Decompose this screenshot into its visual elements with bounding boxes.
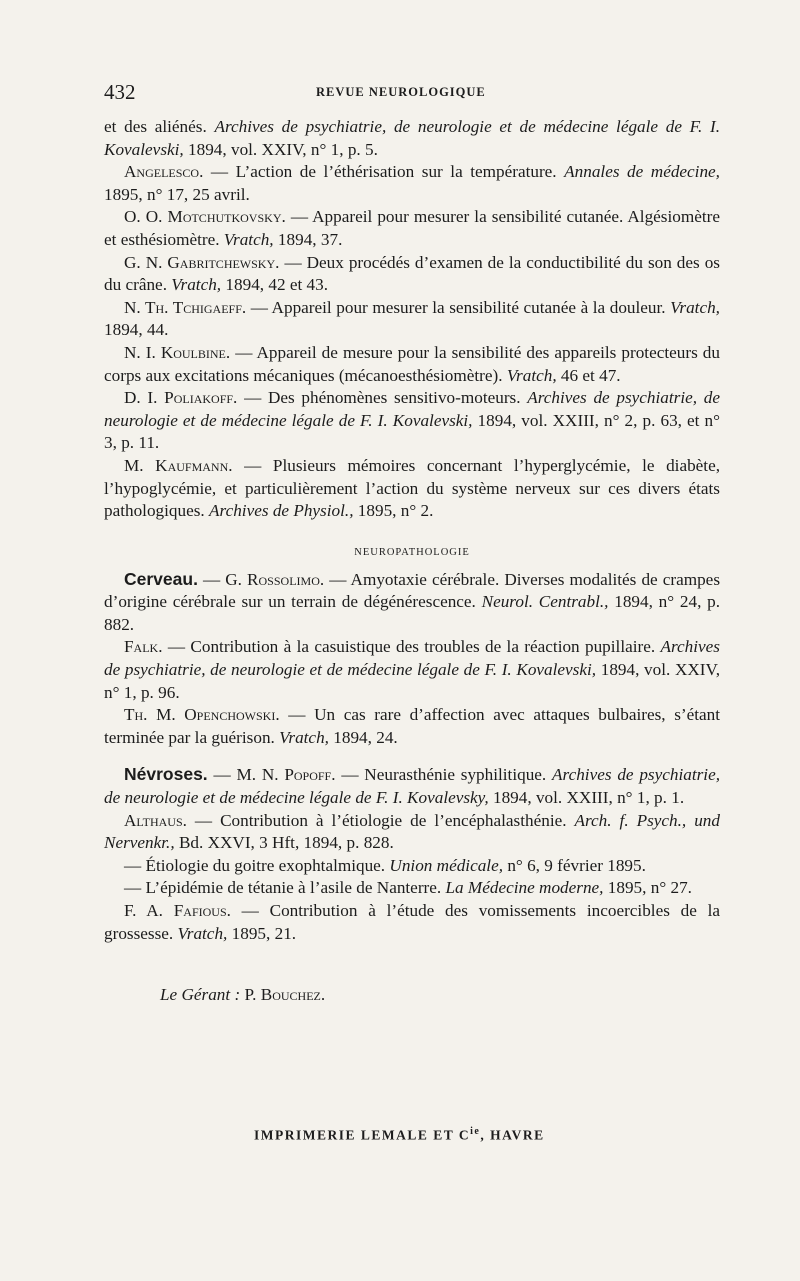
- source-title: La Médecine moderne,: [445, 878, 604, 898]
- author-name: D. I. Poliakoff.: [124, 388, 238, 408]
- source-title: Vratch,: [177, 923, 228, 943]
- author-name: N. I. Koulbine.: [124, 342, 231, 362]
- author-name: — M. N. Popoff.: [207, 765, 336, 785]
- bibliography-entry: M. Kaufmann. — Plusieurs mémoires concernant l’hyperglycémie, le diabète, l’hypoglycémie, et particulièrement l’action du système nerveux sur ces divers états pathologiques. Archives de Physiol., 1895, n° 2.: [104, 455, 720, 521]
- source-title: Arch. f. Psych., und Nervenkr.,: [104, 810, 720, 853]
- source-title: Archives de psychiatrie, de neurologie et de médecine légale de F. I. Kovalevski,: [104, 117, 720, 159]
- bibliography-entry: F. A. Fafious. — Contribution à l’étude des vomissements incoercibles de la grossesse. Vratch, 1895, 21.: [104, 901, 720, 943]
- author-name: — G. Rossolimo.: [197, 569, 325, 589]
- bibliography-entry: G. N. Gabritchewsky. — Deux procédés d’examen de la conductibilité du son des os du crâne. Vratch, 1894, 42 et 43.: [104, 252, 720, 295]
- author-name: F. A. Fafious.: [124, 901, 231, 920]
- source-title: Annales de médecine,: [564, 162, 720, 182]
- author-name: G. N. Gabritchewsky.: [124, 252, 280, 272]
- author-name: O. O. Motchutkovsky.: [124, 207, 286, 227]
- body-text: [104, 116, 720, 945]
- author-name: M. Kaufmann.: [124, 455, 233, 475]
- signature-line: [160, 985, 325, 1005]
- author-name: Althaus.: [124, 810, 187, 830]
- source-title: Archives de Physiol.,: [209, 501, 354, 521]
- source-title: Vratch,: [506, 365, 557, 385]
- subsection-rubric: Cerveau.: [124, 568, 198, 589]
- bibliography-entry: N. Th. Tchigaeff. — Appareil pour mesurer la sensibilité cutanée à la douleur. Vratch, 1894, 44.: [104, 297, 720, 340]
- printer-imprint: IMPRIMERIE LEMALE ET $C^{ie}$, HAVRE: [254, 1126, 545, 1143]
- source-title: Archives de psychiatrie, de neurologie et de médecine légale de F. I. Kovalevski,: [104, 388, 720, 430]
- bibliography-entry: Angelesco. — L’action de l’éthérisation sur la température. Annales de médecine, 1895, n° 17, 25 avril.: [104, 162, 720, 204]
- bibliography-entry: Althaus. — Contribution à l’étiologie de l’encéphalasthénie. Arch. f. Psych., und Nervenkr., Bd. XXVI, 3 Hft, 1894, p. 828.: [104, 810, 720, 853]
- bibliography-entry: Th. M. Openchowski. — Un cas rare d’affection avec attaques bulbaires, s’étant terminée par la guérison. Vratch, 1894, 24.: [104, 705, 721, 747]
- author-name: Falk.: [124, 637, 163, 657]
- bibliography-entry: Névroses. — M. N. Popoff. — Neurasthénie syphilitique. Archives de psychiatrie, de neurologie et de médecine légale de F. I. Kovalevsky, 1894, vol. XXIII, n° 1, p. 1.: [104, 764, 720, 808]
- page-header: [104, 80, 720, 106]
- author-name: Angelesco.: [124, 162, 204, 182]
- bibliography-entry: Cerveau. — G. Rossolimo. — Amyotaxie cérébrale. Diverses modalités de crampes d’origine cérébrale sur un terrain de dégénérescence. Neurol. Centrabl., 1894, n° 24, p. 882.: [104, 568, 721, 634]
- source-title: Archives de psychiatrie, de neurologie et de médecine légale de F. I. Kovalevsky,: [104, 765, 720, 808]
- source-title: Archives de psychiatrie, de neurologie et de médecine légale de F. I. Kovalevski,: [104, 637, 720, 680]
- source-title: Vratch,: [670, 297, 720, 317]
- bibliography-entry: O. O. Motchutkovsky. — Appareil pour mesurer la sensibilité cutanée. Algésiomètre et esthésiomètre. Vratch, 1894, 37.: [104, 207, 720, 249]
- bibliography-entry: — Étiologie du goitre exophtalmique. Union médicale, n° 6, 9 février 1895.: [124, 855, 646, 875]
- bibliography-entry: — L’épidémie de tétanie à l’asile de Nanterre. La Médecine moderne, 1895, n° 27.: [124, 878, 692, 898]
- source-title: Vratch,: [279, 727, 329, 747]
- author-name: Th. M. Openchowski.: [124, 705, 280, 725]
- author-name: N. Th. Tchigaeff.: [124, 297, 247, 317]
- bibliography-entry: et des aliénés. Archives de psychiatrie, de neurologie et de médecine légale de F. I. Kovalevski, 1894, vol. XXIV, n° 1, p. 5.: [104, 117, 720, 159]
- section-gap: [104, 749, 720, 763]
- signature-label: Le Gérant :: [160, 985, 241, 1004]
- source-title: Vratch,: [223, 229, 274, 249]
- bibliography-entry: Falk. — Contribution à la casuistique des troubles de la réaction pupillaire. Archives de psychiatrie, de neurologie et de médecine légale de F. I. Kovalevski, 1894, vol. XXIV, n° 1, p. 96.: [104, 637, 720, 702]
- source-title: Vratch,: [171, 275, 222, 295]
- running-title: REVUE NEUROLOGIQUE: [316, 85, 486, 99]
- signature-name: P. Bouchez.: [244, 985, 326, 1004]
- page-number: 432: [104, 80, 136, 104]
- subsection-rubric: Névroses.: [124, 764, 208, 785]
- bibliography-entry: N. I. Koulbine. — Appareil de mesure pour la sensibilité des appareils protecteurs du corps aux excitations mécaniques (mécanoesthésiomètre). Vratch, 46 et 47.: [104, 342, 720, 385]
- section-heading: NEUROPATHOLOGIE: [354, 546, 470, 558]
- source-title: Neurol. Centrabl.,: [481, 592, 609, 612]
- source-title: Union médicale,: [389, 855, 504, 875]
- bibliography-entry: D. I. Poliakoff. — Des phénomènes sensitivo-moteurs. Archives de psychiatrie, de neurologie et de médecine légale de F. I. Kovalevski, 1894, vol. XXIII, n° 2, p. 63, et n° 3, p. 11.: [104, 388, 720, 453]
